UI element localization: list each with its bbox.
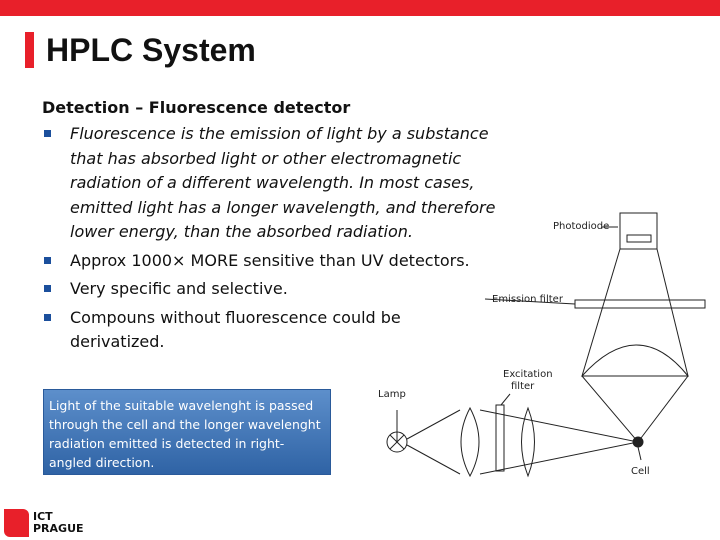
logo-mark-icon (4, 509, 29, 537)
fluorescence-detector-diagram (370, 198, 710, 480)
bullet-icon (44, 257, 51, 264)
excitation-lens (461, 408, 479, 476)
title-accent-mark (25, 32, 34, 68)
lamp-label: Lamp (378, 389, 406, 400)
photodiode-window (627, 235, 651, 242)
bullet-text: Compouns without fluorescence could be derivatized. (70, 307, 401, 351)
flow-cell (633, 437, 643, 447)
slide-title: HPLC System (46, 32, 256, 68)
callout-box: Light of the suitable wavelenght is passed through the cell and the longer wavelenght radiation emitted is detected in right-angled direction. (43, 389, 331, 475)
bullet-icon (44, 314, 51, 321)
emission-filter-label: Emission filter (492, 294, 563, 305)
photodiode-label: Photodiode (553, 221, 610, 232)
photodiode-box (620, 213, 657, 249)
focusing-lens (522, 408, 535, 476)
bullet-icon (44, 285, 51, 292)
section-heading: Detection – Fluorescence detector (42, 98, 351, 117)
logo-line2: PRAGUE (33, 522, 84, 535)
bullet-icon (44, 130, 51, 137)
bullet-text: Fluorescence is the emission of light by a substance that has absorbed light or other electromagnetic radiation of a different wavelength. In most cases, emitted light has a longer wavelength, and therefore lower energy, than the absorbed radiation. (70, 124, 496, 241)
collection-lens (582, 345, 688, 376)
cell-label: Cell (631, 466, 650, 477)
bullet-text: Approx 1000× MORE sensitive than UV detectors. (70, 250, 470, 270)
excitation-filter-label-line1: Excitation (503, 369, 553, 380)
emission-filter (575, 300, 705, 308)
logo-text (33, 511, 84, 535)
list-item (42, 306, 410, 355)
top-accent-bar (0, 0, 720, 16)
excitation-filter-label-line2: filter (511, 381, 535, 392)
ict-prague-logo (4, 509, 114, 539)
bullet-text: Very specific and selective. (70, 279, 288, 298)
logo-line1: ICT (33, 510, 53, 523)
